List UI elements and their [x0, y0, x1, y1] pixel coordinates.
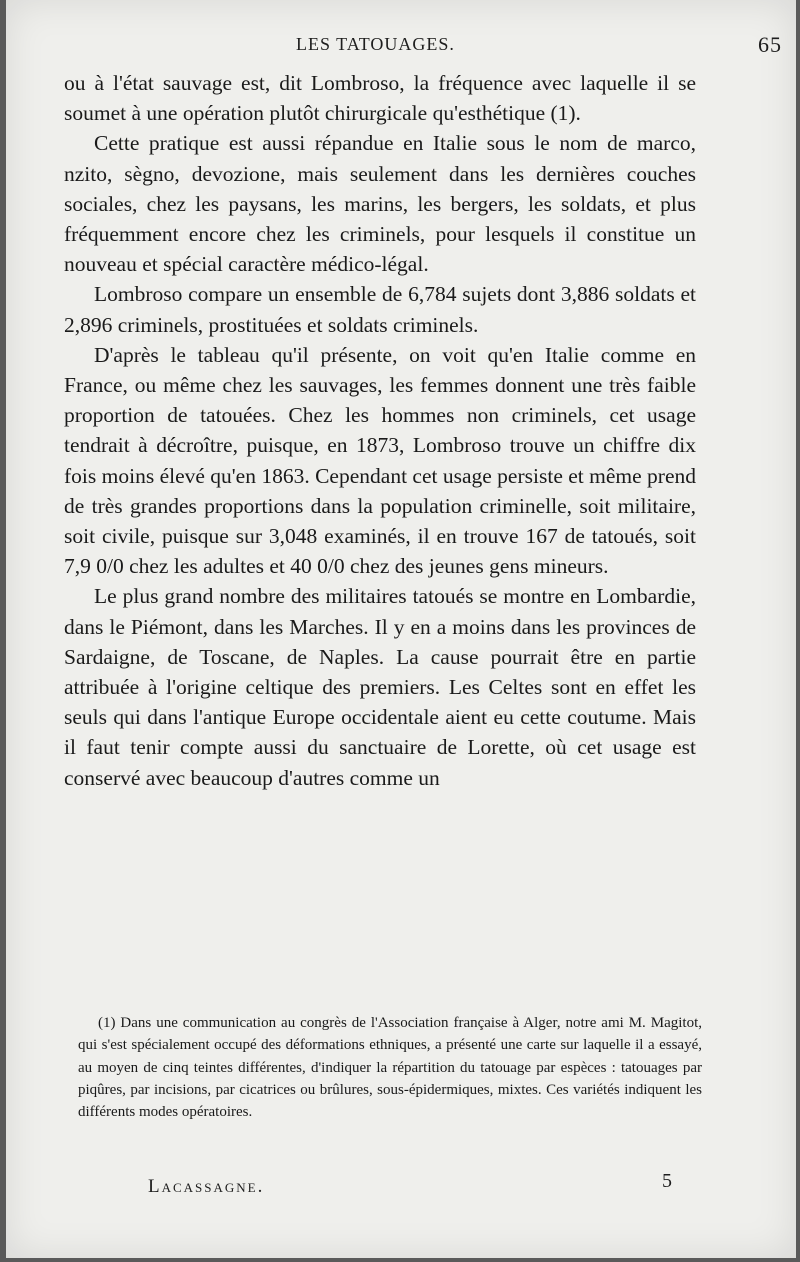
- paragraph: Cette pratique est aussi répandue en Italie sous le nom de marco, nzito, sègno, devozione, mais seulement dans les dernières couches sociales, chez les paysans, les marins, les bergers, les soldats, et plus fréquemment encore chez les criminels, pour lesquels il constitue un nouveau et spécial caractère médico-légal.: [64, 131, 696, 277]
- main-text: [64, 68, 696, 793]
- paragraph: D'après le tableau qu'il présente, on voit qu'en Italie comme en France, ou même chez les sauvages, les femmes donnent une très faible proportion de tatouées. Chez les hommes non criminels, cet usage tendrait à décroître, puisque, en 1873, Lombroso trouve un chiffre dix fois moins élevé qu'en 1863. Cependant cet usage persiste et même prend de très grandes proportions dans la population criminelle, soit militaire, soit civile, puisque sur 3,048 examinés, il en trouve 167 de tatoués, soit 7,9 0/0 chez les adultes et 40 0/0 chez des jeunes gens mineurs.: [64, 342, 696, 579]
- page-number: 65: [758, 32, 782, 57]
- footnote: (1) Dans une communication au congrès de l'Association française à Alger, notre ami M. Magitot, qui s'est spécialement occupé des déformations ethniques, a présenté une carte sur laquelle il a essayé, au moyen de cinq teintes différentes, d'indiquer la répartition du tatouage par espèces : tatouages par piqûres, par incisions, par cicatrices ou brûlures, sous-épidermiques, mixtes. Ces variétés indiquent les différents modes opératoires.: [78, 1015, 702, 1121]
- book-page: [6, 0, 796, 1258]
- paragraph: Lombroso compare un ensemble de 6,784 sujets dont 3,886 soldats et 2,896 criminels, prostituées et soldats criminels.: [64, 282, 696, 337]
- paragraph: Le plus grand nombre des militaires tatoués se montre en Lombardie, dans le Piémont, dans les Marches. Il y en a moins dans les provinces de Sardaigne, de Toscane, de Naples. La cause pourrait être en partie attribuée à l'origine celtique des premiers. Les Celtes sont en effet les seuls qui dans l'antique Europe occidentale aient eu cette coutume. Mais il faut tenir compte aussi du sanctuaire de Lorette, où cet usage est conservé avec beaucoup d'autres comme un: [64, 584, 696, 790]
- paragraph: ou à l'état sauvage est, dit Lombroso, la fréquence avec laquelle il se soumet à une opération plutôt chirurgicale qu'esthétique (1).: [64, 71, 696, 126]
- signature-mark: Lacassagne.: [148, 1176, 265, 1197]
- running-title: LES TATOUAGES.: [296, 34, 455, 54]
- signature-number: 5: [662, 1170, 672, 1192]
